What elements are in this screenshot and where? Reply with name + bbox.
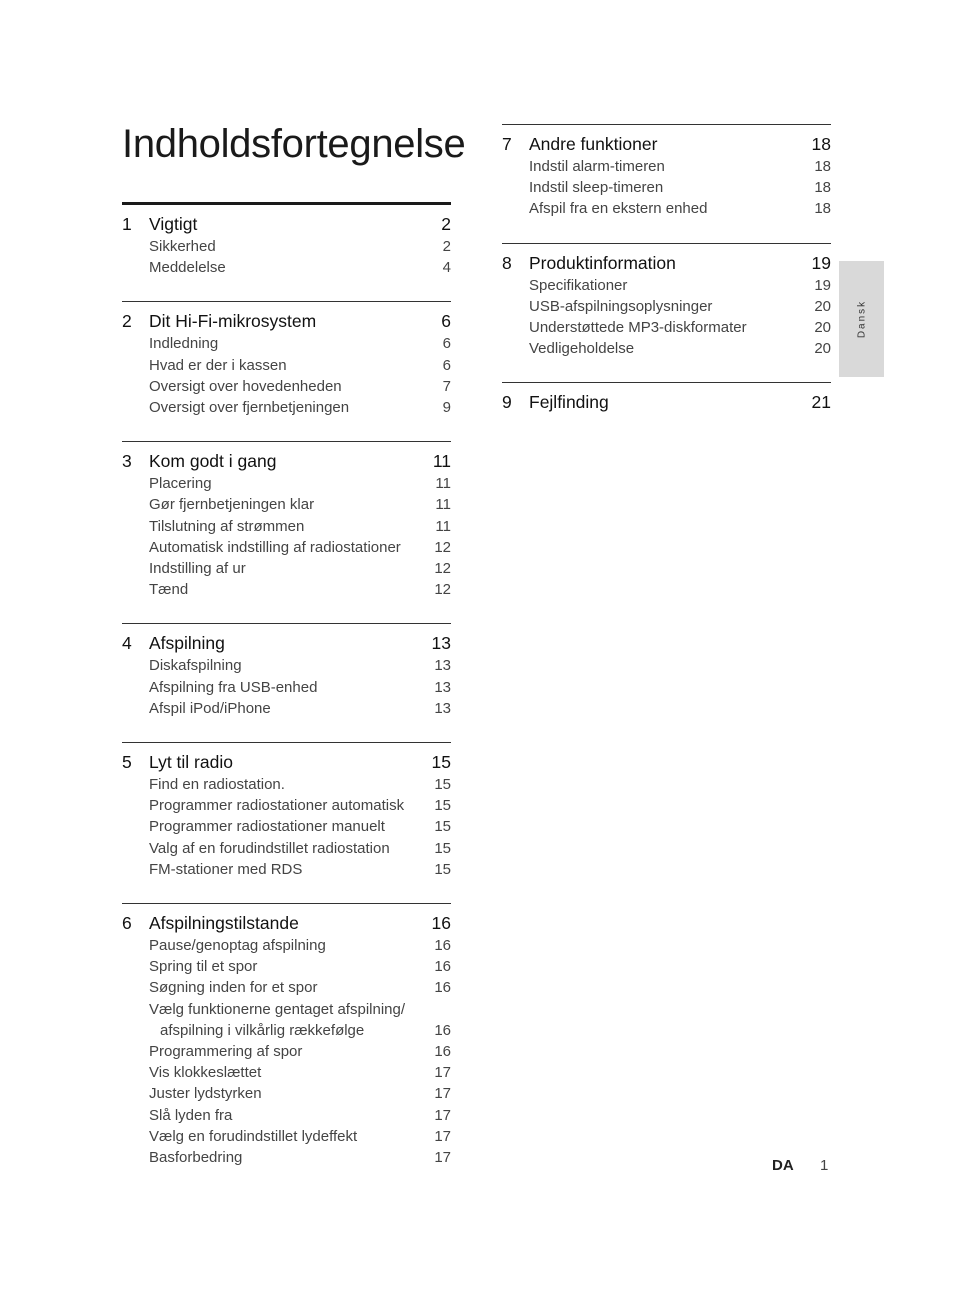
subentry-title: Valg af en forudindstillet radiostation <box>149 839 390 857</box>
subentry-title: Basforbedring <box>149 1149 243 1167</box>
toc-subentry[interactable] <box>502 156 831 177</box>
toc-chapter-entry[interactable] <box>122 213 451 236</box>
subentry-page: 15 <box>434 818 451 836</box>
subentry-title: Afspilning fra USB-enhed <box>149 678 318 696</box>
subentry-title: Programmer radiostationer manuelt <box>149 818 385 836</box>
subentry-title: Vælg en forudindstillet lydeffekt <box>149 1127 358 1145</box>
toc-section <box>502 243 831 360</box>
subentry-page: 18 <box>814 200 831 218</box>
toc-subentry[interactable] <box>122 236 451 257</box>
subentry-title: Spring til et spor <box>149 958 258 976</box>
subentry-title: FM-stationer med RDS <box>149 860 303 878</box>
chapter-page: 2 <box>441 214 451 234</box>
subentry-title: Meddelelse <box>149 259 226 277</box>
subentry-title: Sikkerhed <box>149 238 216 255</box>
toc-subentry[interactable] <box>122 397 451 418</box>
toc-subentry[interactable] <box>502 317 831 338</box>
toc-subentry[interactable] <box>502 177 831 198</box>
subentry-title: Programmer radiostationer automatisk <box>149 797 405 815</box>
toc-subentry[interactable] <box>122 494 451 515</box>
toc-subentry[interactable] <box>122 1105 451 1126</box>
subentry-title: Indstil alarm-timeren <box>529 158 665 175</box>
chapter-page: 15 <box>431 752 451 773</box>
chapter-title: Andre funktioner <box>529 134 658 154</box>
subentry-page: 17 <box>434 1127 451 1145</box>
subentry-title: Tænd <box>149 581 189 599</box>
toc-section <box>502 382 831 414</box>
subentry-page: 13 <box>434 699 451 717</box>
language-side-label: Dansk <box>856 299 867 339</box>
toc-subentry[interactable] <box>122 838 451 859</box>
subentry-page: 15 <box>434 797 451 815</box>
subentry-page: 7 <box>442 377 451 395</box>
toc-subentry[interactable] <box>122 473 451 494</box>
chapter-number: 1 <box>122 214 132 234</box>
toc-subentry[interactable] <box>122 1147 451 1168</box>
subentry-page: 15 <box>434 776 451 794</box>
subentry-title: Find en radiostation. <box>149 776 285 794</box>
toc-chapter-entry[interactable] <box>122 450 451 473</box>
chapter-title: Lyt til radio <box>149 752 233 773</box>
subentry-title: Programmering af spor <box>149 1043 303 1061</box>
toc-section <box>122 623 451 719</box>
chapter-title: Vigtigt <box>149 214 198 234</box>
chapter-number: 6 <box>122 913 132 934</box>
subentry-title: Tilslutning af strømmen <box>149 517 305 535</box>
toc-chapter-entry[interactable] <box>122 912 451 935</box>
subentry-page: 19 <box>814 276 831 294</box>
toc-chapter-entry[interactable] <box>502 252 831 275</box>
toc-subentry[interactable] <box>122 257 451 278</box>
toc-subentry[interactable] <box>122 956 451 977</box>
subentry-title: Understøttede MP3-diskformater <box>529 319 747 337</box>
language-side-tab <box>839 261 884 377</box>
subentry-page: 12 <box>434 538 451 556</box>
subentry-page: 20 <box>814 340 831 358</box>
subentry-page: 16 <box>434 1043 451 1061</box>
subentry-title: Diskafspilning <box>149 657 242 675</box>
chapter-page: 6 <box>441 311 451 332</box>
chapter-page: 11 <box>432 451 451 472</box>
chapter-title: Fejlfinding <box>529 392 609 413</box>
subentry-title: afspilning i vilkårlig rækkefølge <box>160 1021 365 1039</box>
subentry-page: 12 <box>434 581 451 599</box>
subentry-page: 17 <box>434 1106 451 1124</box>
subentry-page: 17 <box>434 1064 451 1082</box>
subentry-page: 16 <box>434 979 451 997</box>
toc-subentry[interactable] <box>122 537 451 558</box>
subentry-title: Juster lydstyrken <box>149 1085 262 1103</box>
chapter-number: 8 <box>502 252 512 273</box>
subentry-page: 17 <box>434 1149 451 1167</box>
subentry-page: 13 <box>434 678 451 696</box>
toc-subentry[interactable] <box>122 999 451 1020</box>
toc-right-column <box>502 124 831 437</box>
chapter-title: Produktinformation <box>529 252 676 273</box>
chapter-page: 21 <box>811 392 831 413</box>
chapter-page: 13 <box>431 633 451 654</box>
toc-subentry[interactable] <box>122 516 451 537</box>
subentry-page: 12 <box>434 560 451 578</box>
subentry-page: 4 <box>442 259 451 277</box>
subentry-title: Afspil iPod/iPhone <box>149 699 271 717</box>
subentry-title: Indledning <box>149 335 219 353</box>
chapter-page: 18 <box>811 134 831 154</box>
chapter-number: 5 <box>122 752 132 773</box>
subentry-page: 20 <box>814 319 831 337</box>
toc-chapter-entry[interactable] <box>502 391 831 414</box>
toc-subentry[interactable] <box>122 977 451 998</box>
chapter-page: 19 <box>811 252 831 273</box>
chapter-title: Dit Hi-Fi-mikrosystem <box>149 311 317 332</box>
chapter-title: Kom godt i gang <box>149 451 277 472</box>
toc-section <box>122 903 451 1168</box>
chapter-number: 2 <box>122 311 132 332</box>
toc-section <box>502 124 831 220</box>
toc-subentry[interactable] <box>122 1062 451 1083</box>
subentry-title: Specifikationer <box>529 276 628 294</box>
toc-subentry[interactable] <box>122 774 451 795</box>
toc-subentry[interactable] <box>502 338 831 359</box>
subentry-page: 16 <box>434 937 451 955</box>
toc-subentry[interactable] <box>502 296 831 317</box>
subentry-title: Vedligeholdelse <box>529 340 635 358</box>
subentry-page: 11 <box>435 475 451 493</box>
subentry-page: 6 <box>442 335 451 353</box>
toc-section <box>122 742 451 880</box>
toc-left-column <box>122 202 451 1191</box>
footer-page-number: 1 <box>820 1157 829 1174</box>
subentry-page: 18 <box>814 179 831 197</box>
subentry-title: Indstil sleep-timeren <box>529 179 664 197</box>
subentry-page: 11 <box>435 517 451 535</box>
chapter-number: 3 <box>122 451 132 472</box>
toc-subentry[interactable] <box>122 1083 451 1104</box>
subentry-page: 9 <box>442 399 451 417</box>
toc-subentry[interactable] <box>122 655 451 676</box>
chapter-title: Afspilningstilstande <box>149 913 299 934</box>
toc-subentry[interactable] <box>122 1041 451 1062</box>
chapter-page: 16 <box>431 913 451 934</box>
subentry-page: 16 <box>434 958 451 976</box>
toc-section <box>122 202 451 278</box>
subentry-title: Pause/genoptag afspilning <box>149 937 326 955</box>
subentry-page: 20 <box>814 297 831 315</box>
chapter-title: Afspilning <box>149 633 225 654</box>
subentry-title: Oversigt over hovedenheden <box>149 377 342 395</box>
toc-subentry[interactable] <box>122 1126 451 1147</box>
subentry-page: 15 <box>434 860 451 878</box>
subentry-title: Slå lyden fra <box>149 1106 233 1124</box>
toc-section <box>122 441 451 600</box>
subentry-page: 11 <box>435 496 451 514</box>
subentry-page: 2 <box>442 238 451 255</box>
subentry-title: Automatisk indstilling af radiostationer <box>149 538 401 556</box>
subentry-page: 13 <box>434 657 451 675</box>
subentry-title: Hvad er der i kassen <box>149 356 287 374</box>
subentry-page: 15 <box>434 839 451 857</box>
subentry-title: Vis klokkeslættet <box>149 1064 262 1082</box>
footer-language: DA <box>772 1157 794 1174</box>
subentry-title: Søgning inden for et spor <box>149 979 318 997</box>
toc-subentry[interactable] <box>122 333 451 354</box>
subentry-title: USB-afspilningsoplysninger <box>529 297 713 315</box>
toc-subentry[interactable] <box>502 275 831 296</box>
subentry-title: Afspil fra en ekstern enhed <box>529 200 708 218</box>
subentry-page: 16 <box>434 1021 451 1039</box>
subentry-title: Indstilling af ur <box>149 560 246 578</box>
toc-chapter-entry[interactable] <box>122 310 451 333</box>
subentry-page: 6 <box>442 356 451 374</box>
subentry-title: Oversigt over fjernbetjeningen <box>149 399 350 417</box>
toc-chapter-entry[interactable] <box>122 632 451 655</box>
chapter-number: 9 <box>502 392 512 413</box>
toc-section <box>122 301 451 418</box>
toc-subentry[interactable] <box>122 1020 451 1041</box>
toc-subentry[interactable] <box>122 376 451 397</box>
toc-subentry[interactable] <box>122 859 451 880</box>
toc-subentry[interactable] <box>122 558 451 579</box>
toc-chapter-entry[interactable] <box>122 751 451 774</box>
subentry-title: Vælg funktionerne gentaget afspilning/ <box>149 1000 406 1018</box>
chapter-number: 4 <box>122 633 132 654</box>
toc-subentry[interactable] <box>122 698 451 719</box>
subentry-title: Placering <box>149 475 212 493</box>
page-title: Indholdsfortegnelse <box>122 122 466 166</box>
subentry-page: 17 <box>434 1085 451 1103</box>
toc-subentry[interactable] <box>122 795 451 816</box>
toc-subentry[interactable] <box>122 816 451 837</box>
subentry-page: 18 <box>814 158 831 175</box>
toc-subentry[interactable] <box>122 579 451 600</box>
chapter-number: 7 <box>502 134 512 154</box>
toc-subentry[interactable] <box>122 935 451 956</box>
toc-subentry[interactable] <box>122 677 451 698</box>
toc-chapter-entry[interactable] <box>502 133 831 156</box>
subentry-title: Gør fjernbetjeningen klar <box>149 496 315 514</box>
toc-subentry[interactable] <box>502 198 831 219</box>
toc-subentry[interactable] <box>122 355 451 376</box>
